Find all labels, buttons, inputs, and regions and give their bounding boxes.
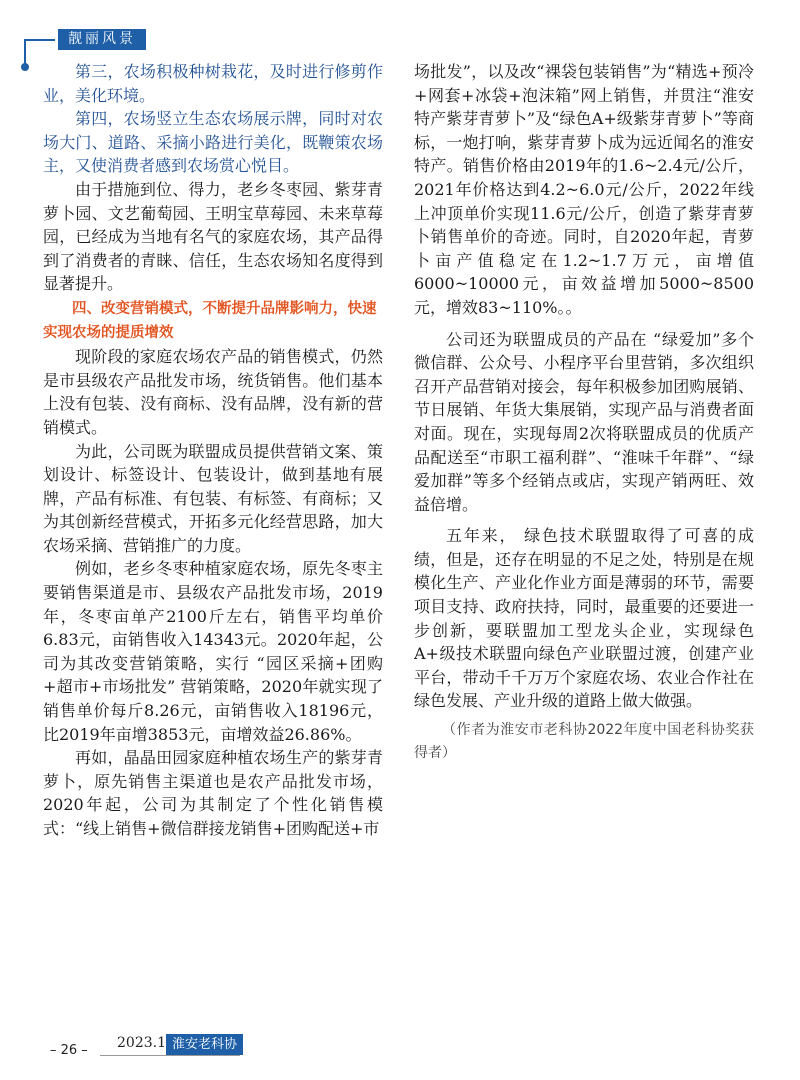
footer-rule [100, 1055, 240, 1056]
paragraph: 第三，农场积极种树栽花，及时进行修剪作业，美化环境。 [43, 62, 383, 105]
corner-rule-horizontal [25, 39, 55, 41]
paragraph: 为此，公司既为联盟成员提供营销文案、策划设计、标签设计、包装设计，做到基地有展牌，产品有标准、有包装、有标签、有商标；又为其创新经营模式，开拓多元化经营思路，加大农场采摘、营销推广的力度。 [43, 441, 383, 555]
paragraph: 现阶段的家庭农场农产品的销售模式，仍然是市县级农产品批发市场，统货销售。他们基本上没有包装、没有商标、没有品牌，没有新的营销模式。 [43, 347, 383, 437]
right-column [414, 60, 754, 765]
paragraph: 第四，农场竖立生态农场展示牌，同时对农场大门、道路、采摘小路进行美化，既鞭策农场主，又使消费者感到农场赏心悦目。 [43, 109, 383, 176]
paragraph: 五年来， 绿色技术联盟取得了可喜的成绩，但是，还存在明显的不足之处，特别是在规模化生产、产业化作业方面是薄弱的环节，需要项目支持、政府扶持，同时，最重要的还要进一步创新，要联盟加工型龙头企业，实现绿色A+级技术联盟向绿色产业联盟过渡，创建产业平台，带动千千万万个家庭农场、农业合作社在绿色发展、产业升级的道路上做大做强。 [414, 526, 754, 711]
paragraph: 例如，老乡冬枣种植家庭农场，原先冬枣主要销售渠道是市、县级农产品批发市场，2019年，冬枣亩单产2100斤左右，销售平均单价6.83元，亩销售收入14343元。2020年起，公司为其改变营销策略，实行 “园区采摘+团购+超市+市场批发” 营销策略，2020年就实现了销售单价每斤8.26元，亩销售收入18196元，比2019年亩增3853元，亩增效益26.86%。 [43, 559, 383, 744]
corner-dot-icon [21, 63, 29, 71]
section-tag: 靓丽风景 [58, 29, 146, 50]
paragraph: 公司还为联盟成员的产品在 “绿爱加”多个微信群、公众号、小程序平台里营销，多次组织召开产品营销对接会，每年积极参加团购展销、节日展销、年货大集展销，实现产品与消费者面对面。现在，实现每周2次将联盟成员的优质产品配送至“市职工福利群”、“淮味千年群”、“绿爱加群”等多个经销点或店，实现产销两旺、效益倍增。 [414, 329, 754, 514]
paragraph: 由于措施到位、得力，老乡冬枣园、紫芽青萝卜园、文艺葡萄园、王明宝草莓园、未来草莓园，已经成为当地有名气的家庭农场，其产品得到了消费者的青睐、信任，生态农场知名度得到显著提升。 [43, 179, 383, 294]
section-heading: 四、改变营销模式，不断提升品牌影响力，快速实现农场的提质增效 [43, 300, 377, 341]
paragraph: 再如，晶晶田园家庭种植农场生产的紫芽青萝卜，原先销售主渠道也是农产品批发市场，2020年起，公司为其制定了个性化销售模式：“线上销售+微信群接龙销售+团购配送+市 [43, 748, 383, 838]
left-column [43, 60, 383, 841]
paragraph: 场批发”，以及改“裸袋包装销售”为“精选+预冷+网套+冰袋+泡沫箱”网上销售，并贯注“淮安特产紫芽青萝卜”及“绿色A+级紫芽青萝卜”等商标，一炮打响，紫芽青萝卜成为远近闻名的淮安特产。销售价格由2019年的1.6~2.4元/公斤，2021年价格达到4.2~6.0元/公斤，2022年线上冲顶单价实现11.6元/公斤，创造了紫芽青萝卜销售单价的奇迹。同时，自2020年起，青萝卜亩产值稳定在1.2~1.7万元，亩增值6000~10000元，亩效益增加5000~8500元，增效83~110%。。 [414, 62, 754, 317]
page-number: – 26 – [50, 1043, 88, 1058]
author-note: （作者为淮安市老科协2022年度中国老科协奖获得者） [414, 722, 754, 762]
issue-number: 2023.1 [117, 1035, 166, 1051]
journal-name: 淮安老科协 [166, 1034, 243, 1055]
